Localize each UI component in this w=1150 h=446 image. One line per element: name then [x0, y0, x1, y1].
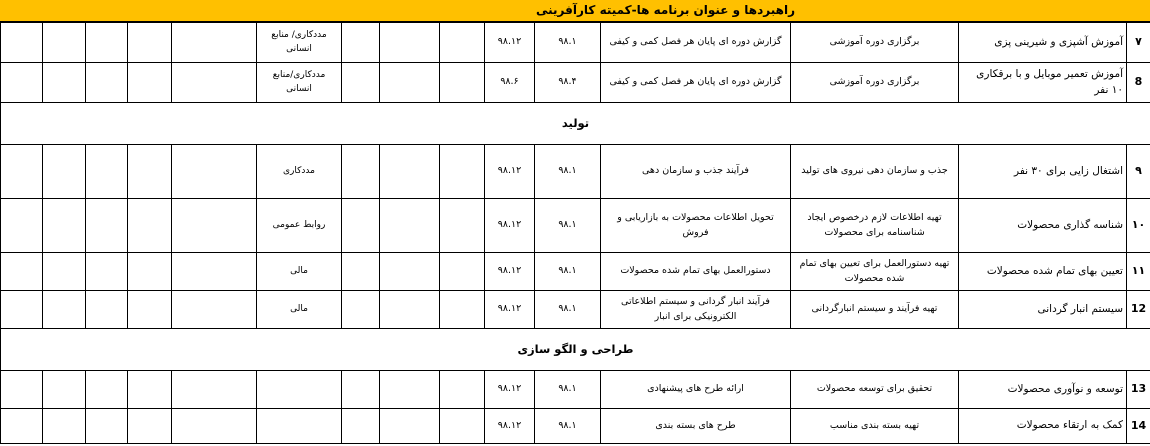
row-number: 8: [1127, 63, 1150, 103]
empty-cell: [380, 63, 440, 103]
empty-cell: [1, 63, 43, 103]
empty-cell: [128, 63, 172, 103]
end-date-cell: ۹۸.۱۲: [485, 145, 535, 199]
end-date-cell: ۹۸.۱۲: [485, 23, 535, 63]
empty-cell: [440, 23, 485, 63]
table-row: [1, 371, 1150, 409]
empty-cell: [128, 291, 172, 329]
empty-cell: [43, 409, 86, 444]
table-row: [1, 145, 1150, 199]
empty-cell: [1, 291, 43, 329]
empty-cell: [86, 409, 128, 444]
empty-cell: [342, 145, 380, 199]
output-cell: دستورالعمل بهای تمام شده محصولات: [601, 253, 791, 291]
empty-cell: [86, 291, 128, 329]
empty-cell: [440, 145, 485, 199]
output-cell: فرآیند جذب و سازمان دهی: [601, 145, 791, 199]
empty-cell: [172, 253, 257, 291]
row-number: 12: [1127, 291, 1150, 329]
method-cell: تهیه اطلاعات لازم درخصوص ایجاد شناسنامه برای محصولات: [791, 199, 959, 253]
empty-cell: [440, 199, 485, 253]
row-number: ۹: [1127, 145, 1150, 199]
responsible-unit-cell: روابط عمومی: [257, 199, 342, 253]
empty-cell: [380, 371, 440, 409]
title-bar: [0, 0, 1150, 22]
start-date-cell: ۹۸.۱: [535, 145, 601, 199]
activity-cell: توسعه و نوآوری محصولات: [959, 371, 1127, 409]
empty-cell: [380, 291, 440, 329]
row-number: ۱۱: [1127, 253, 1150, 291]
empty-cell: [43, 253, 86, 291]
end-date-cell: ۹۸.۶: [485, 63, 535, 103]
empty-cell: [380, 199, 440, 253]
start-date-cell: ۹۸.۱: [535, 409, 601, 444]
empty-cell: [43, 23, 86, 63]
activity-cell: آموزش تعمیر موبایل و با برقکاری ۱۰ نفر: [959, 63, 1127, 103]
empty-cell: [342, 199, 380, 253]
empty-cell: [86, 371, 128, 409]
empty-cell: [172, 371, 257, 409]
section-row: [1, 329, 1150, 371]
activity-cell: کمک به ارتقاء محصولات: [959, 409, 1127, 444]
empty-cell: [43, 199, 86, 253]
program-table: [0, 22, 1150, 444]
empty-cell: [43, 145, 86, 199]
empty-cell: [172, 199, 257, 253]
responsible-unit-cell: مددکاری/ منابع انسانی: [257, 23, 342, 63]
method-cell: برگزاری دوره آموزشی: [791, 23, 959, 63]
row-number: 13: [1127, 371, 1150, 409]
empty-cell: [342, 253, 380, 291]
empty-cell: [1, 371, 43, 409]
empty-cell: [86, 23, 128, 63]
empty-cell: [342, 371, 380, 409]
start-date-cell: ۹۸.۱: [535, 371, 601, 409]
empty-cell: [128, 199, 172, 253]
empty-cell: [128, 253, 172, 291]
output-cell: گزارش دوره ای پایان هر فصل کمی و کیفی: [601, 63, 791, 103]
empty-cell: [1, 253, 43, 291]
output-cell: طرح های بسته بندی: [601, 409, 791, 444]
method-cell: تهیه دستورالعمل برای تعیین بهای تمام شده محصولات: [791, 253, 959, 291]
end-date-cell: ۹۸.۱۲: [485, 291, 535, 329]
empty-cell: [43, 291, 86, 329]
empty-cell: [86, 63, 128, 103]
table-row: [1, 253, 1150, 291]
empty-cell: [172, 145, 257, 199]
empty-cell: [342, 291, 380, 329]
empty-cell: [1, 145, 43, 199]
section-row: [1, 103, 1150, 145]
table-row: [1, 23, 1150, 63]
responsible-unit-cell: مالی: [257, 291, 342, 329]
table-row: [1, 63, 1150, 103]
output-cell: فرآیند انبار گردانی و سیستم اطلاعاتی الکترونیکی برای انبار: [601, 291, 791, 329]
output-cell: گزارش دوره ای پایان هر فصل کمی و کیفی: [601, 23, 791, 63]
empty-cell: [440, 371, 485, 409]
method-cell: تحقیق برای توسعه محصولات: [791, 371, 959, 409]
end-date-cell: ۹۸.۱۲: [485, 409, 535, 444]
activity-cell: سیستم انبار گردانی: [959, 291, 1127, 329]
empty-cell: [380, 145, 440, 199]
start-date-cell: ۹۸.۱: [535, 23, 601, 63]
section-label: تولید: [1, 103, 1150, 145]
activity-cell: شناسه گذاری محصولات: [959, 199, 1127, 253]
empty-cell: [342, 63, 380, 103]
empty-cell: [86, 253, 128, 291]
method-cell: تهیه فرآیند و سیستم انبارگردانی: [791, 291, 959, 329]
end-date-cell: ۹۸.۱۲: [485, 253, 535, 291]
end-date-cell: ۹۸.۱۲: [485, 199, 535, 253]
empty-cell: [172, 291, 257, 329]
responsible-unit-cell: مددکاری: [257, 145, 342, 199]
empty-cell: [380, 253, 440, 291]
responsible-unit-cell: [257, 371, 342, 409]
method-cell: جذب و سازمان دهی نیروی های تولید: [791, 145, 959, 199]
table-row: [1, 291, 1150, 329]
section-label: طراحی و الگو سازی: [1, 329, 1150, 371]
method-cell: برگزاری دوره آموزشی: [791, 63, 959, 103]
sheet-title: راهبردها و عنوان برنامه ها-کمیته کارآفرینی: [536, 3, 795, 17]
empty-cell: [1, 199, 43, 253]
end-date-cell: ۹۸.۱۲: [485, 371, 535, 409]
output-cell: ارائه طرح های پیشنهادی: [601, 371, 791, 409]
row-number: ۱۰: [1127, 199, 1150, 253]
empty-cell: [342, 23, 380, 63]
table-row: [1, 199, 1150, 253]
method-cell: تهیه بسته بندی مناسب: [791, 409, 959, 444]
empty-cell: [172, 23, 257, 63]
empty-cell: [43, 371, 86, 409]
empty-cell: [128, 409, 172, 444]
start-date-cell: ۹۸.۴: [535, 63, 601, 103]
empty-cell: [1, 409, 43, 444]
activity-cell: تعیین بهای تمام شده محصولات: [959, 253, 1127, 291]
table-row: [1, 409, 1150, 444]
empty-cell: [440, 409, 485, 444]
start-date-cell: ۹۸.۱: [535, 199, 601, 253]
empty-cell: [380, 409, 440, 444]
empty-cell: [172, 409, 257, 444]
empty-cell: [380, 23, 440, 63]
empty-cell: [86, 199, 128, 253]
empty-cell: [128, 371, 172, 409]
start-date-cell: ۹۸.۱: [535, 291, 601, 329]
empty-cell: [1, 23, 43, 63]
empty-cell: [440, 291, 485, 329]
row-number: 14: [1127, 409, 1150, 444]
activity-cell: آموزش آشپزی و شیرینی پزی: [959, 23, 1127, 63]
row-number: ۷: [1127, 23, 1150, 63]
empty-cell: [128, 23, 172, 63]
empty-cell: [172, 63, 257, 103]
empty-cell: [440, 63, 485, 103]
empty-cell: [43, 63, 86, 103]
activity-cell: اشتغال زایی برای ۳۰ نفر: [959, 145, 1127, 199]
empty-cell: [128, 145, 172, 199]
responsible-unit-cell: مددکاری/منابع انسانی: [257, 63, 342, 103]
empty-cell: [440, 253, 485, 291]
output-cell: تحویل اطلاعات محصولات به بازاریابی و فروش: [601, 199, 791, 253]
responsible-unit-cell: [257, 409, 342, 444]
empty-cell: [342, 409, 380, 444]
empty-cell: [86, 145, 128, 199]
start-date-cell: ۹۸.۱: [535, 253, 601, 291]
responsible-unit-cell: مالی: [257, 253, 342, 291]
